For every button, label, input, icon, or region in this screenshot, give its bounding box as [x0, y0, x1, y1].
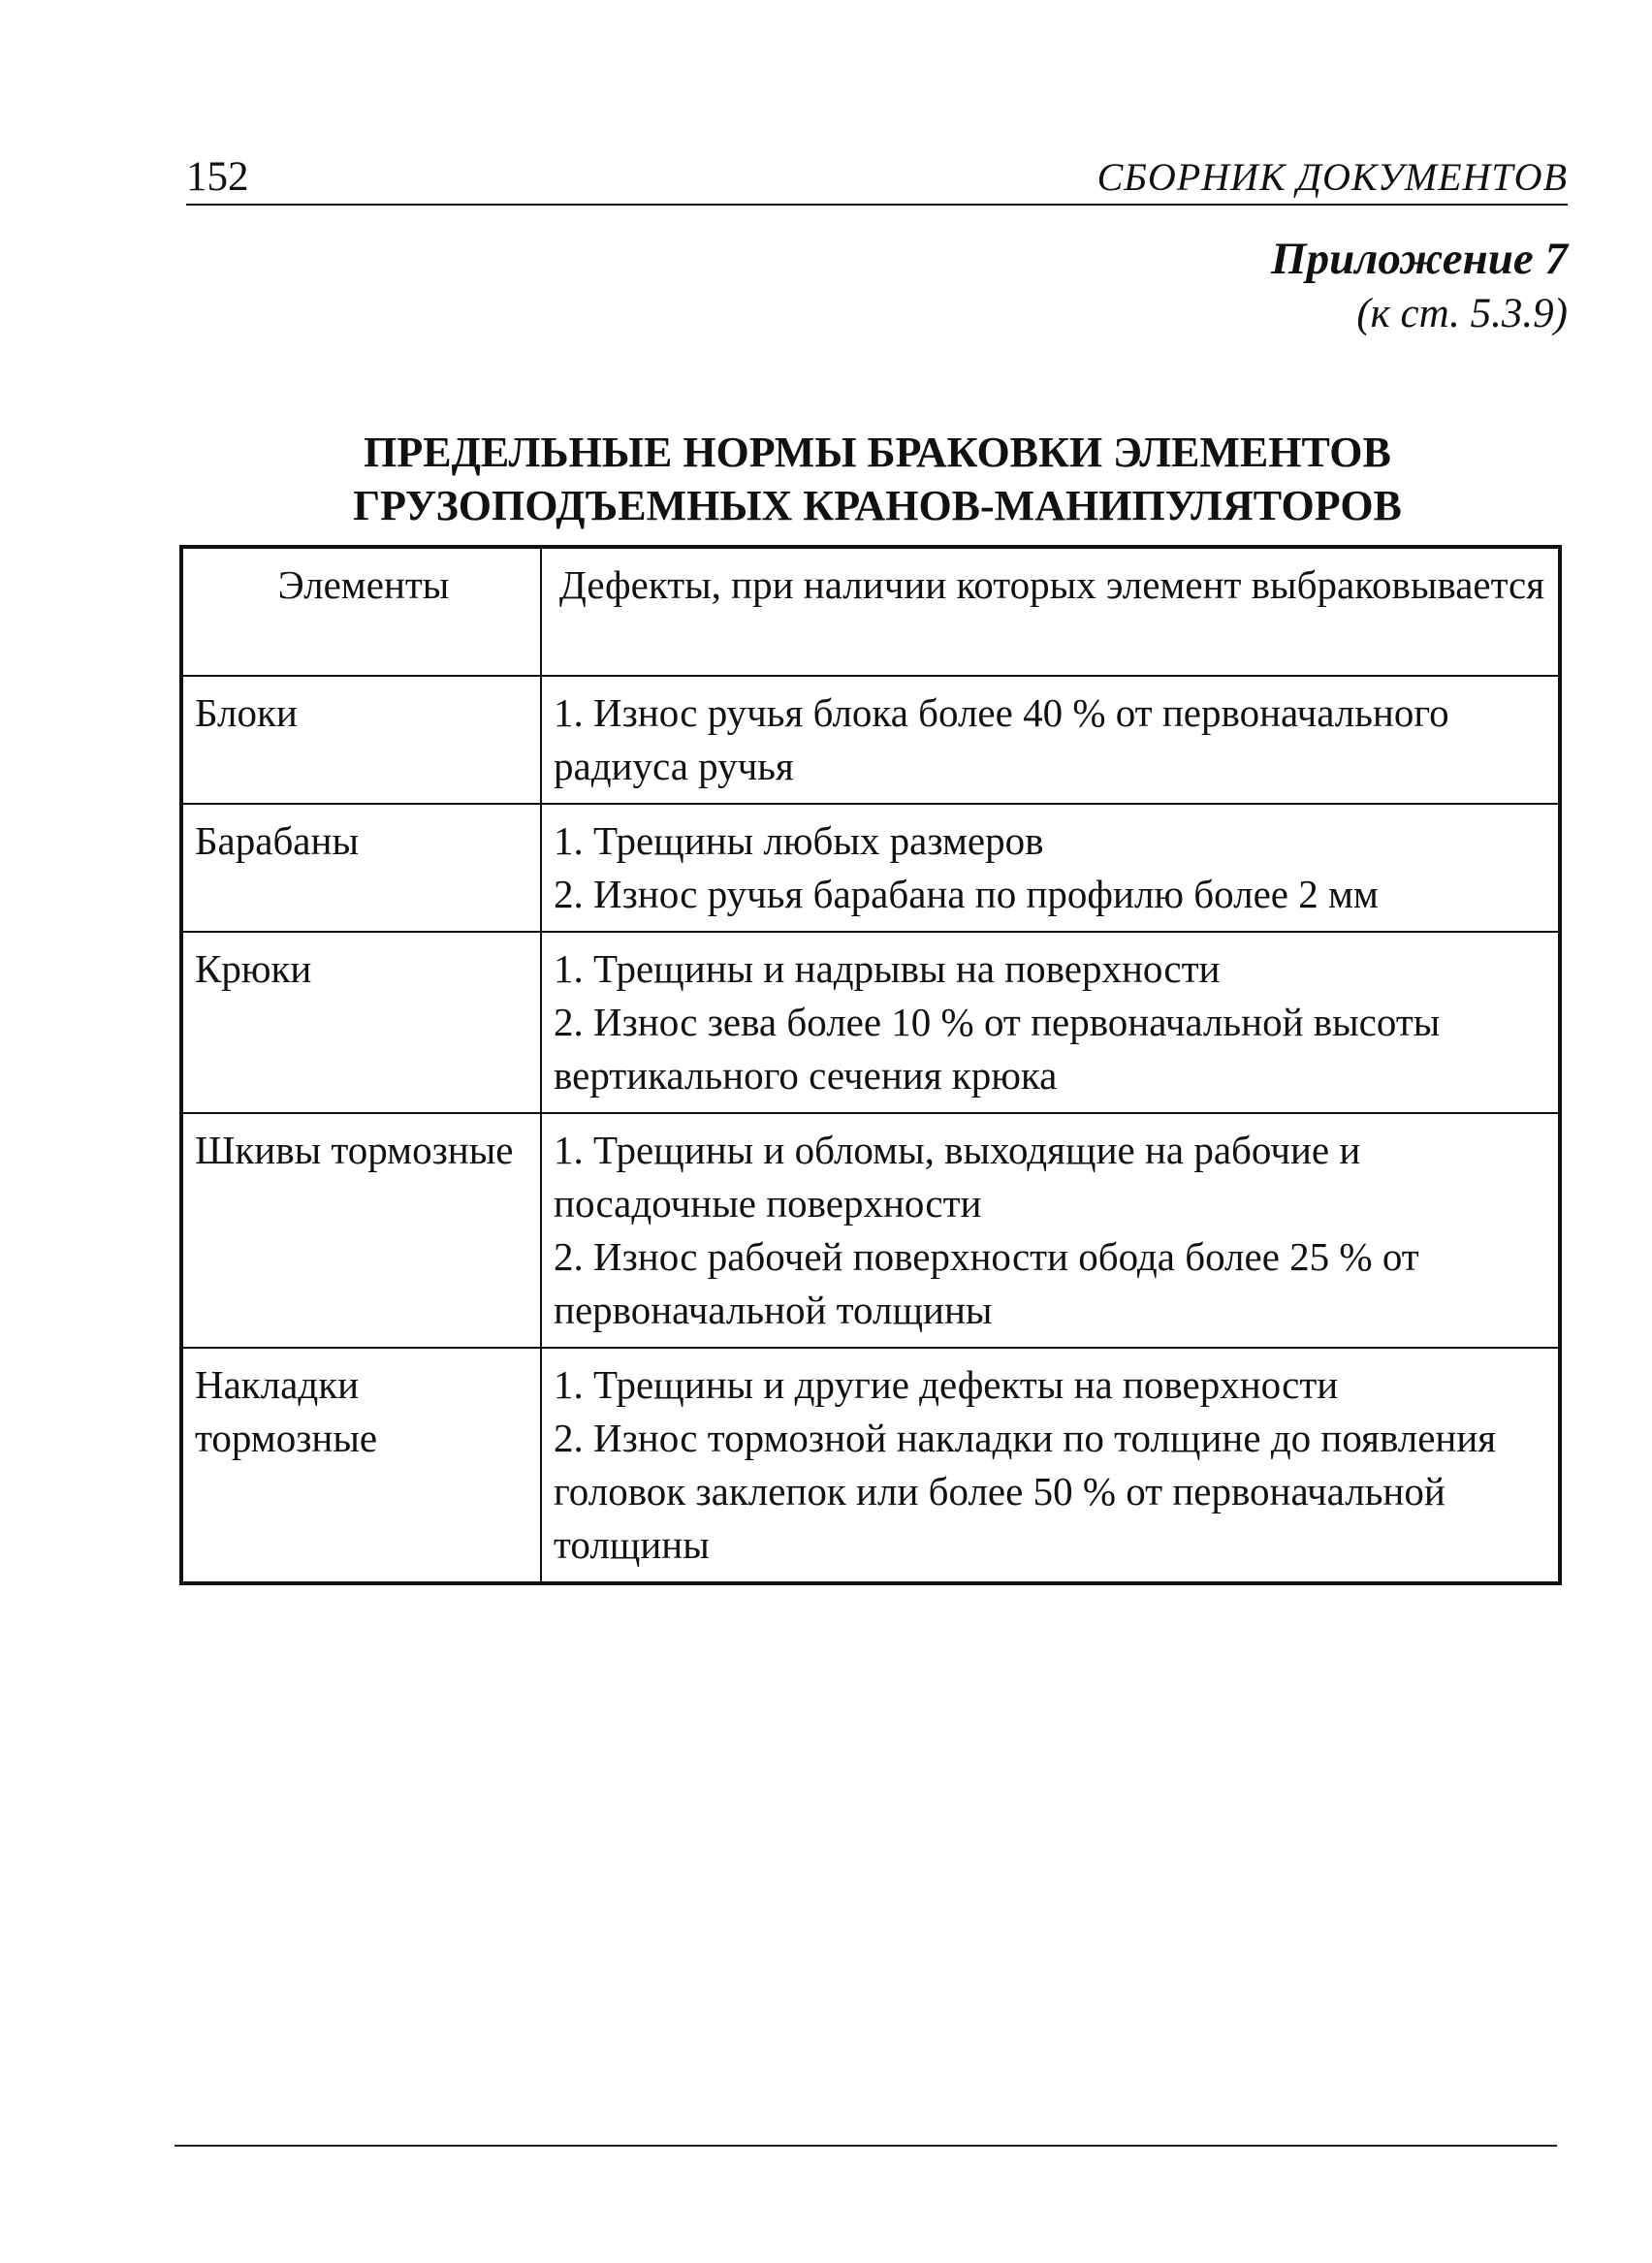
element-cell: Барабаны — [181, 804, 541, 932]
element-cell: Крюки — [181, 932, 541, 1113]
defects-cell — [541, 804, 1560, 932]
appendix-label: Приложение 7 — [1271, 234, 1568, 284]
table-row — [181, 676, 1560, 804]
defects-cell — [541, 1348, 1560, 1583]
element-cell: Накладки тормозные — [181, 1348, 541, 1583]
document-title-line-2: ГРУЗОПОДЪЕМНЫХ КРАНОВ-МАНИПУЛЯТОРОВ — [353, 482, 1402, 529]
defects-cell — [541, 676, 1560, 804]
defect-item: 1. Износ ручья блока более 40 % от первоначального радиуса ручья — [554, 690, 1449, 788]
defects-cell — [541, 932, 1560, 1113]
element-cell: Шкивы тормозные — [181, 1113, 541, 1348]
defect-item: 1. Трещины и обломы, выходящие на рабочие и посадочные поверхности — [554, 1128, 1361, 1226]
footer-rule — [175, 2145, 1557, 2147]
column-header-elements: Элементы — [181, 547, 541, 676]
document-title-line-1: ПРЕДЕЛЬНЫЕ НОРМЫ БРАКОВКИ ЭЛЕМЕНТОВ — [364, 429, 1391, 476]
defect-item: 2. Износ тормозной накладки по толщине до появления головок заклепок или более 50 % от первоначальной толщины — [554, 1416, 1497, 1567]
running-head — [186, 145, 1568, 206]
defect-item: 1. Трещины и надрывы на поверхности — [554, 946, 1221, 991]
table-row — [181, 932, 1560, 1113]
defect-item: 2. Износ рабочей поверхности обода более 25 % от первоначальной толщины — [554, 1234, 1419, 1332]
defects-cell — [541, 1113, 1560, 1348]
defect-item: 1. Трещины и другие дефекты на поверхности — [554, 1362, 1339, 1407]
rejection-norms-table — [179, 545, 1562, 1585]
table-header-row — [181, 547, 1560, 676]
table-row — [181, 804, 1560, 932]
page-number: 152 — [186, 154, 249, 200]
table-row — [181, 1348, 1560, 1583]
appendix-reference: (к ст. 5.3.9) — [1356, 291, 1568, 336]
collection-title: СБОРНИК ДОКУМЕНТОВ — [1096, 155, 1568, 199]
table-row — [181, 1113, 1560, 1348]
defect-item: 1. Трещины любых размеров — [554, 818, 1044, 863]
appendix-block — [1271, 231, 1568, 341]
element-cell: Блоки — [181, 676, 541, 804]
column-header-defects: Дефекты, при наличии которых элемент выбраковывается — [541, 547, 1560, 676]
defect-item: 2. Износ зева более 10 % от первоначальной высоты вертикального сечения крюка — [554, 1000, 1441, 1098]
defect-item: 2. Износ ручья барабана по профилю более 2 мм — [554, 872, 1379, 916]
